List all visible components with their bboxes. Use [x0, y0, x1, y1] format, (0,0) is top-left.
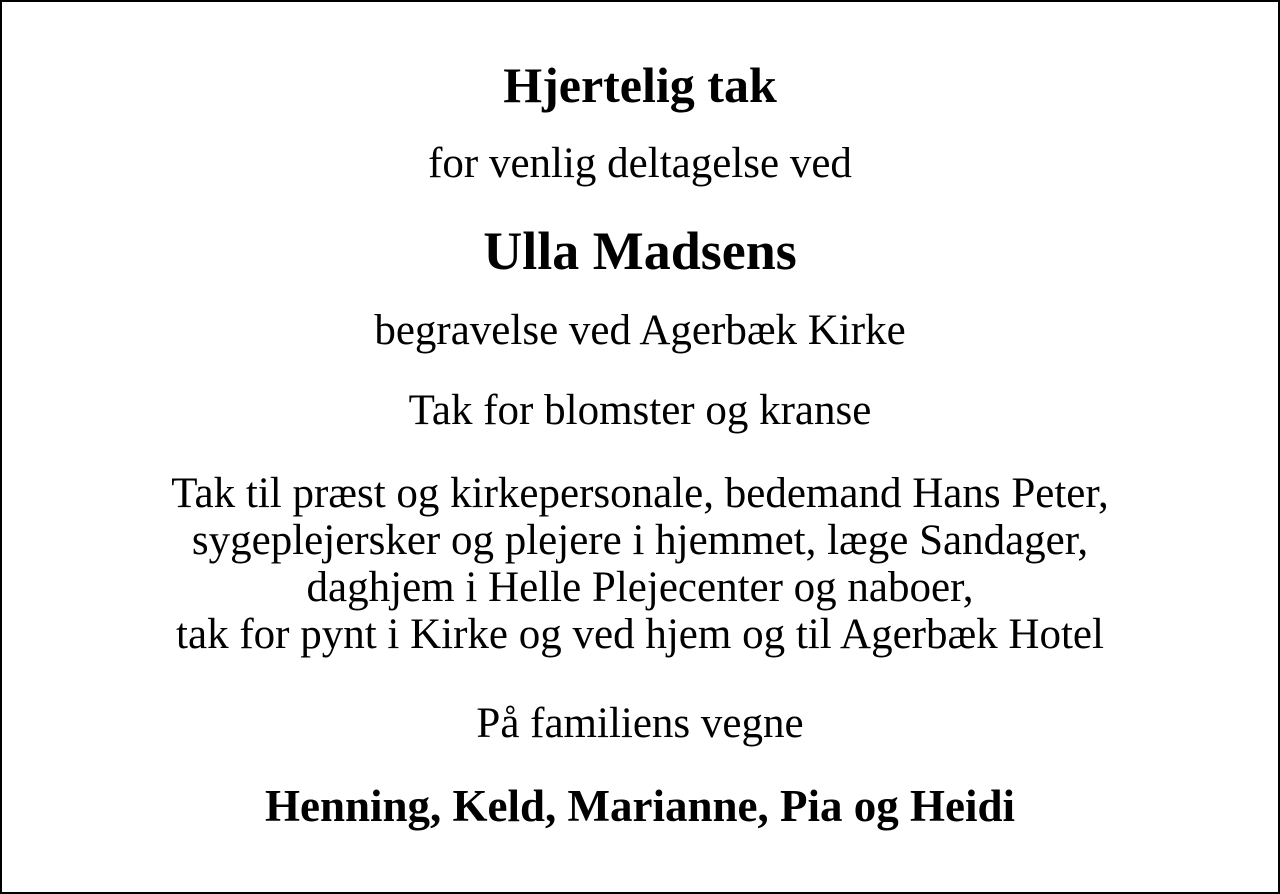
flowers-thanks: Tak for blomster og kranse — [408, 387, 872, 434]
signers-names: Henning, Keld, Marianne, Pia og Heidi — [264, 781, 1016, 831]
thanks-line: Tak til præst og kirkepersonale, bedemand Hans Peter, — [171, 470, 1109, 517]
notice-intro: for venlig deltagelse ved — [428, 140, 852, 187]
occasion-text: begravelse ved Agerbæk Kirke — [374, 307, 906, 354]
thanks-paragraph — [2, 470, 1278, 658]
thanks-line: sygeplejersker og plejere i hjemmet, læge Sandager, — [191, 517, 1089, 564]
deceased-name: Ulla Madsens — [483, 221, 797, 281]
notice-heading: Hjertelig tak — [503, 57, 777, 113]
thanks-line: daghjem i Helle Plejecenter og naboer, — [306, 564, 974, 611]
thanks-line: tak for pynt i Kirke og ved hjem og til Agerbæk Hotel — [176, 611, 1104, 658]
on-behalf-text: På familiens vegne — [476, 700, 804, 747]
